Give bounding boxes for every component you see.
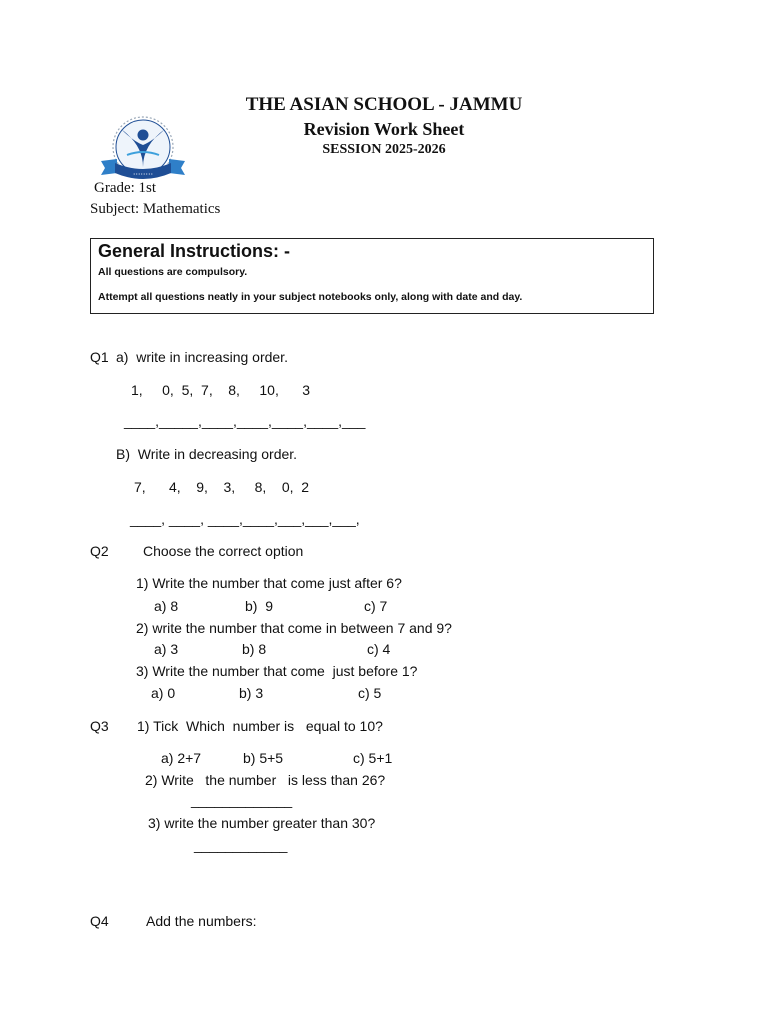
school-name: THE ASIAN SCHOOL - JAMMU: [245, 94, 523, 115]
instructions-box: [90, 238, 654, 314]
q1-number: Q1: [90, 349, 109, 365]
q2-item-option-a: a) 3: [154, 641, 179, 657]
q2-item-question: 1) Write the number that come just after 6?: [136, 575, 402, 591]
subject-label: Subject: Mathematics: [90, 201, 221, 217]
q2-item-option-c: c) 7: [364, 598, 388, 614]
svg-text:• • • • • • • •: • • • • • • • •: [133, 171, 153, 176]
session-label: SESSION 2025-2026: [322, 142, 446, 157]
q2-item-question: 2) write the number that come in between 7 and 9?: [136, 620, 452, 636]
q2-item-option-a: a) 0: [151, 685, 176, 701]
q2-item-option-c: c) 5: [358, 685, 382, 701]
q3-item-question: 2) Write the number is less than 26?: [145, 772, 386, 788]
q1a-label: a) write in increasing order.: [116, 349, 288, 365]
q2-item-option-c: c) 4: [367, 641, 391, 657]
q2-item-option-a: a) 8: [154, 598, 179, 614]
q2-item-option-b: b) 8: [242, 641, 267, 657]
q2-title: Choose the correct option: [143, 543, 304, 559]
q2-item-option-b: b) 9: [245, 598, 274, 614]
q1a-blanks: ____,_____,____,____,____,____,___: [124, 413, 366, 429]
q4-number: Q4: [90, 913, 109, 929]
q2-item-question: 3) Write the number that come just before 1?: [136, 663, 418, 679]
q3-number: Q3: [90, 718, 109, 734]
q3-item-question: 1) Tick Which number is equal to 10?: [137, 718, 383, 734]
q1b-label: B) Write in decreasing order.: [116, 446, 298, 462]
q1a-numbers: 1, 0, 5, 7, 8, 10, 3: [131, 382, 310, 398]
q1b-blanks: ____, ____, ____,____,___,___,___,: [130, 511, 360, 527]
instructions-title: General Instructions: -: [98, 241, 291, 261]
q3-option-a: a) 2+7: [161, 750, 202, 766]
q3-answer-blank: _____________: [191, 792, 293, 808]
q2-item-option-b: b) 3: [239, 685, 264, 701]
q3-option-b: b) 5+5: [243, 750, 284, 766]
q3-answer-blank: ____________: [194, 837, 288, 853]
instruction-line: All questions are compulsory.: [98, 266, 248, 278]
q4-title: Add the numbers:: [146, 913, 257, 929]
q1b-numbers: 7, 4, 9, 3, 8, 0, 2: [134, 479, 310, 495]
q3-option-c: c) 5+1: [353, 750, 393, 766]
q2-number: Q2: [90, 543, 109, 559]
worksheet-title: Revision Work Sheet: [303, 119, 465, 139]
q3-item-question: 3) write the number greater than 30?: [148, 815, 376, 831]
instruction-line: Attempt all questions neatly in your subject notebooks only, along with date and day.: [98, 291, 523, 303]
grade-label: Grade: 1st: [94, 180, 157, 196]
